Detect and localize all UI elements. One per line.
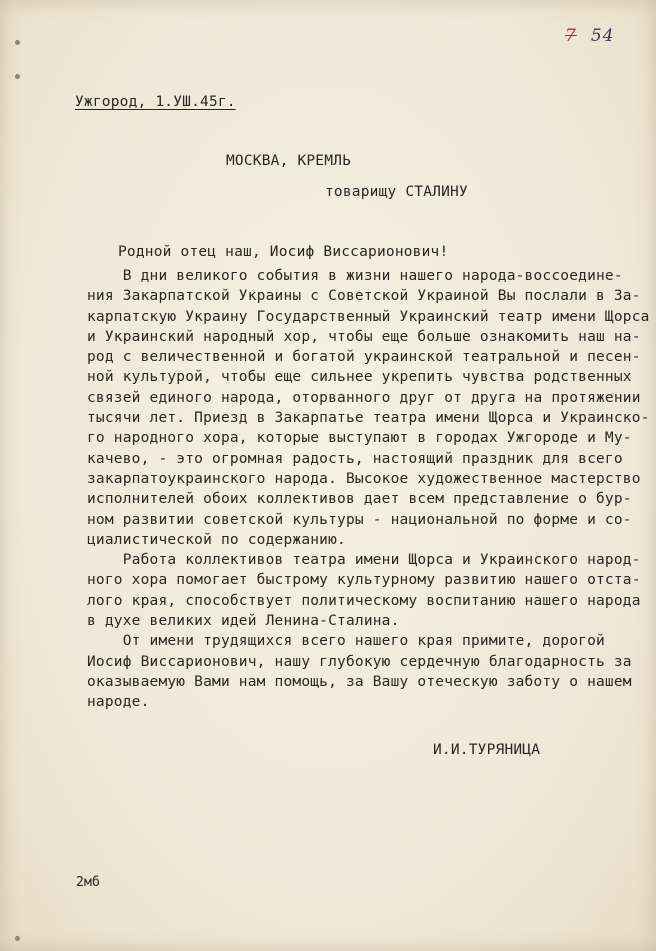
signature: И.И.ТУРЯНИЦА bbox=[433, 742, 541, 758]
body-line: народе. bbox=[87, 694, 150, 711]
body-line: ного хора помогает быстрому культурному развитию нашего отста- bbox=[87, 572, 641, 589]
body-line: го народного хора, которые выступают в городах Ужгороде и Му- bbox=[87, 430, 632, 447]
body-line: и Украинский народный хор, чтобы еще больше ознакомить наш на- bbox=[87, 328, 641, 345]
body-line: Работа коллективов театра имени Щорса и Украинского народ- bbox=[87, 552, 641, 569]
punch-hole bbox=[15, 74, 20, 79]
body-line: оказываемую Вами нам помощь, за Вашу отеческую заботу о нашем bbox=[87, 673, 632, 690]
address-line-1: МОСКВА, КРЕМЛЬ bbox=[226, 153, 352, 169]
current-page-number: 54 bbox=[590, 26, 615, 46]
body-line: ном развитии советской культуры - национальной по форме и со- bbox=[87, 511, 632, 528]
letter-body bbox=[87, 266, 650, 713]
letter-date: Ужгород, 1.УШ.45г. bbox=[75, 94, 236, 110]
body-line: качево, - это огромная радость, настоящий праздник для всего bbox=[87, 450, 623, 467]
punch-hole bbox=[15, 936, 20, 941]
body-line: в духе великих идей Ленина-Сталина. bbox=[87, 613, 400, 630]
struck-page-number: 7 bbox=[565, 26, 577, 46]
body-line: исполнителей обоих коллективов дает всем представление о бур- bbox=[87, 491, 632, 508]
body-line: род с величественной и богатой украинской театральной и песен- bbox=[87, 349, 641, 366]
body-line: лого края, способствует политическому воспитанию нашего народа bbox=[87, 592, 641, 609]
typist-code: 2мб bbox=[76, 875, 101, 890]
address-line-2: товарищу СТАЛИНУ bbox=[325, 184, 468, 200]
body-line: В дни великого события в жизни нашего народа-воссоедине- bbox=[87, 268, 623, 284]
body-line: карпатскую Украину Государственный Украинский театр имени Щорса bbox=[87, 308, 650, 325]
body-line: ния Закарпатской Украины с Советской Украиной Вы послали в За- bbox=[87, 288, 641, 305]
body-line: связей единого народа, оторванного друг от друга на протяжении bbox=[87, 389, 641, 406]
punch-hole bbox=[15, 40, 20, 45]
body-line: тысячи лет. Приезд в Закарпатье театра имени Щорса и Украинско- bbox=[87, 410, 650, 427]
greeting: Родной отец наш, Иосиф Виссарионович! bbox=[118, 244, 449, 260]
body-line: закарпатоукраинского народа. Высокое художественное мастерство bbox=[87, 470, 641, 487]
archive-page-number bbox=[565, 26, 614, 46]
body-line: ной культурой, чтобы еще сильнее укрепить чувства родственных bbox=[87, 369, 632, 386]
body-line: циалистической по содержанию. bbox=[87, 531, 346, 548]
body-line: Иосиф Виссарионович, нашу глубокую сердечную благодарность за bbox=[87, 653, 632, 670]
body-line: От имени трудящихся всего нашего края примите, дорогой bbox=[87, 633, 605, 650]
